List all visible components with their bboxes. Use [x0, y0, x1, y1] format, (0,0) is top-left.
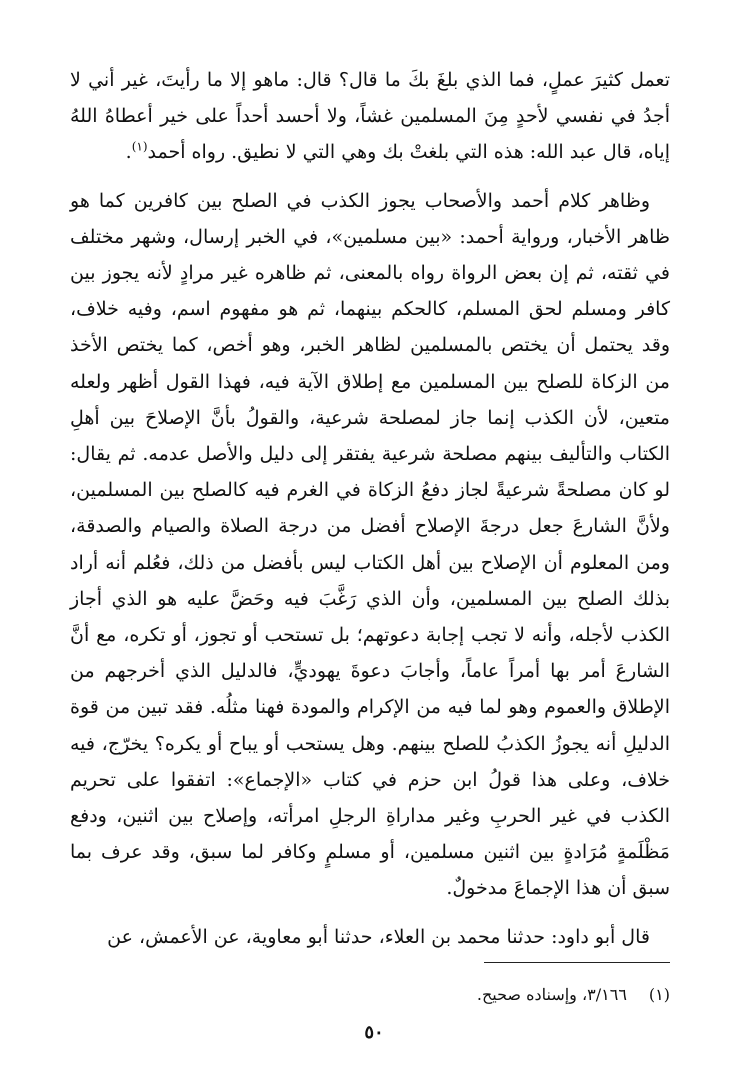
footnote-reference: (١) — [131, 140, 148, 155]
paragraph-3 — [70, 919, 670, 955]
paragraph-2 — [70, 183, 670, 907]
paragraph-1-suffix: . — [125, 141, 132, 164]
paragraph-1 — [70, 62, 670, 171]
footnote-number: (١) — [648, 985, 670, 1004]
main-text — [70, 62, 670, 955]
footnote-text: ٣/١٦٦، وإسناده صحيح. — [476, 985, 627, 1004]
footnote — [70, 984, 670, 1006]
page-number: ٥٠ — [364, 1022, 384, 1043]
paragraph-2-text: وظاهر كلام أحمد والأصحاب يجوز الكذب في الصلح بين كافرين كما هو ظاهر الأخبار، ورواية أحمد: «بين مسلمين»، في الخبر إرسال، وشهر مختلف في ثقته، ثم إن بعض الرواة رواه بالمعنى، ثم ظاهره غير مرادٍ لأنه يجوز بين كافر ومسلم لحق المسلم، كالحكم بينهما، ثم هو مفهوم اسم، وفيه خلاف، وقد يحتمل أن يختص بالمسلمين لظاهر الخبر، وهو أخص، كما يختص الأخذ من الزكاة للصلح بين المسلمين مع إطلاق الآية فيه، فهذا القول أظهر ولعله متعين، لأن الكذب إنما جاز لمصلحة شرعية، والقولُ بأنَّ الإصلاحَ بين أهلِ الكتاب والتأليف بينهم مصلحة شرعية يفتقر إلى دليل والأصل عدمه. ثم يقال: لو كان مصلحةً شرعيةً لجاز دفعُ الزكاة في الغرم فيه كالصلح بين المسلمين، ولأنَّ الشارعَ جعل درجةَ الإصلاح أفضل من درجة الصلاة والصيام والصدقة، ومن المعلوم أن الإصلاح بين أهل الكتاب ليس بأفضل من ذلك، فعُلم أنه أراد بذلك الصلح بين المسلمين، وأن الذي رَغَّبَ فيه وحَضَّ عليه هو الذي أجاز الكذب لأجله، وأنه لا تجب إجابة دعوتهم؛ بل تستحب أو تجوز، أو تكره، مع أنَّ الشارعَ أمر بها أمراً عاماً، وأجابَ دعوةَ يهوديٍّ، فالدليل الذي أخرجهم من الإطلاق والعموم وهو لما فيه من الإكرام والمودة فهنا مثلُه. فقد تبين من قوة الدليلِ أنه يجوزُ الكذبُ للصلح بينهم. وهل يستحب أو يباح أو يكره؟ يخرّج، فيه خلاف، وعلى هذا قولُ ابن حزم في كتاب «الإجماع»: اتفقوا على تحريم الكذب في غير الحربِ وغير مداراةِ الرجلِ امرأته، وإصلاح بين اثنين، ودفع مَظْلَمةٍ مُرَادةٍ بين اثنين مسلمين، أو مسلمٍ وكافر لما سبق، وقد عرف بما سبق أن هذا الإجماعَ مدخولٌ. — [70, 189, 670, 900]
paragraph-1-text: تعمل كثيرَ عملٍ، فما الذي بلغَ بكَ ما قال؟ قال: ماهو إلا ما رأيتَ، غير أني لا أجدُ في نفسي لأحدٍ مِنَ المسلمين غشاً، ولا أحسد أحداً على خير أعطاهُ اللهُ إياه، قال عبد الله: هذه التي بلغتْ بك وهي التي لا نطيق. رواه أحمد — [70, 69, 670, 164]
footnote-separator — [484, 962, 670, 963]
paragraph-3-text: قال أبو داود: حدثنا محمد بن العلاء، حدثنا أبو معاوية، عن الأعمش، عن — [107, 925, 650, 948]
